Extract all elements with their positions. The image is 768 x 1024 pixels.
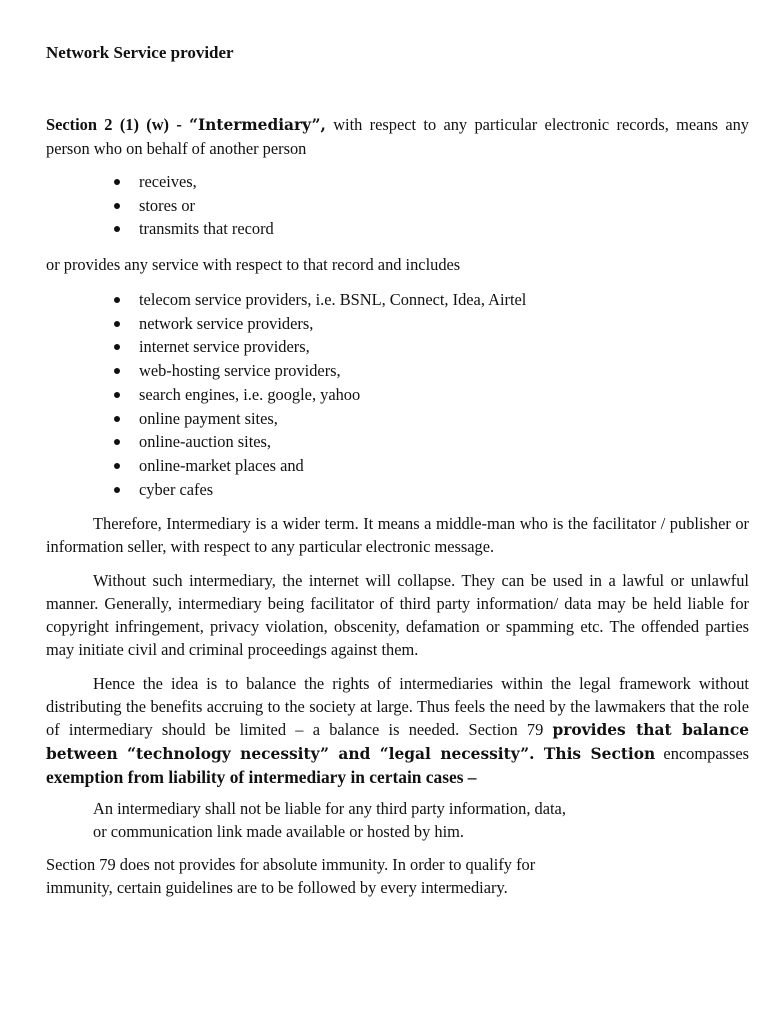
bullet-icon bbox=[114, 344, 120, 350]
section-reference: Section 2 (1) (w) - bbox=[46, 115, 190, 134]
bullet-icon bbox=[114, 297, 120, 303]
list-item: internet service providers, bbox=[114, 335, 526, 359]
actions-list bbox=[114, 170, 274, 241]
hence-paragraph: Hence the idea is to balance the rights of intermediaries within the legal framework without distributing the benefits accruing to the society at large. Thus feels the need by the lawmakers that the role of intermediary should be limited – a balance is needed. Section 79 provides that balance between “technology necessity” and “legal necessity”. This Section encompasses exemption from liability of intermediary in certain cases – bbox=[46, 674, 749, 787]
page-title: Network Service provider bbox=[46, 43, 234, 62]
bullet-icon bbox=[114, 416, 120, 422]
therefore-paragraph: Therefore, Intermediary is a wider term. It means a middle-man who is the facilitator / publisher or information seller, with respect to any particular electronic message. bbox=[46, 514, 749, 556]
closing-paragraph: Section 79 does not provides for absolute immunity. In order to qualify for immunity, certain guidelines are to be followed by every intermediary. bbox=[46, 855, 536, 897]
includes-list bbox=[114, 288, 526, 501]
bullet-icon bbox=[114, 226, 120, 232]
list-item: search engines, i.e. google, yahoo bbox=[114, 383, 526, 407]
bullet-icon bbox=[114, 392, 120, 398]
without-paragraph: Without such intermediary, the internet will collapse. They can be used in a lawful or unlawful manner. Generally, intermediary being facilitator of third party information/ data may be held liable for copyright infringement, privacy violation, obscenity, defamation or spamming etc. The offended parties may initiate civil and criminal proceedings against them. bbox=[46, 571, 749, 659]
balance-emphasis: provides that balance between “technology necessity” and “legal necessity”. This Section bbox=[46, 721, 749, 763]
exemption-emphasis: exemption from liability of intermediary in certain cases – bbox=[46, 767, 477, 787]
defined-term: “Intermediary”, bbox=[189, 116, 326, 134]
bullet-icon bbox=[114, 463, 120, 469]
list-item: online-auction sites, bbox=[114, 430, 526, 454]
list-item: web-hosting service providers, bbox=[114, 359, 526, 383]
bullet-icon bbox=[114, 179, 120, 185]
bullet-icon bbox=[114, 439, 120, 445]
quoted-provision: An intermediary shall not be liable for any third party information, data, or communication link made available or hosted by him. bbox=[93, 799, 566, 841]
list-item: stores or bbox=[114, 194, 274, 218]
bullet-icon bbox=[114, 368, 120, 374]
definition-paragraph bbox=[46, 113, 749, 160]
list-item: online payment sites, bbox=[114, 407, 526, 431]
list-item: transmits that record bbox=[114, 217, 274, 241]
list-item: telecom service providers, i.e. BSNL, Connect, Idea, Airtel bbox=[114, 288, 526, 312]
list-item: cyber cafes bbox=[114, 478, 526, 502]
bullet-icon bbox=[114, 321, 120, 327]
provides-line: or provides any service with respect to that record and includes bbox=[46, 255, 461, 274]
list-item: network service providers, bbox=[114, 312, 526, 336]
bullet-icon bbox=[114, 487, 120, 493]
list-item: online-market places and bbox=[114, 454, 526, 478]
definition-text: with respect to any particular electronic records, means any person who on behalf of another person bbox=[46, 115, 750, 158]
list-item: receives, bbox=[114, 170, 274, 194]
bullet-icon bbox=[114, 203, 120, 209]
